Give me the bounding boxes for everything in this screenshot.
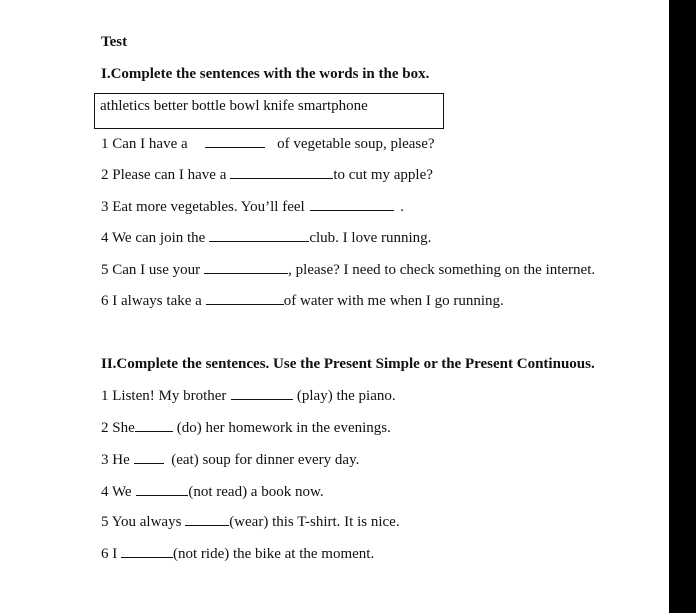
- s1-item-1-rest: of vegetable soup, please?: [277, 136, 435, 152]
- s2-item-2-rest: (do) her homework in the evenings.: [176, 420, 391, 436]
- s2-item-4-blank[interactable]: [136, 482, 188, 496]
- s2-item-6-blank[interactable]: [121, 544, 173, 558]
- s2-item-5: [101, 512, 400, 531]
- s1-item-6: [101, 291, 504, 310]
- s1-item-2-blank[interactable]: [230, 165, 333, 179]
- s1-item-5-rest: , please? I need to check something on the internet.: [288, 262, 596, 278]
- section1-heading: I.Complete the sentences with the words in the box.: [101, 66, 430, 82]
- s1-item-4-blank[interactable]: [209, 228, 309, 242]
- s1-item-3-text: 3 Eat more vegetables. You’ll feel: [101, 199, 305, 215]
- s2-item-2: [101, 418, 391, 437]
- s2-item-5-blank[interactable]: [185, 512, 229, 526]
- s2-item-5-text: 5 You always: [101, 514, 182, 530]
- s1-item-3-rest: .: [400, 199, 404, 215]
- s1-item-2: [101, 165, 433, 184]
- s2-item-6: [101, 544, 374, 563]
- s2-item-3-text: 3 He: [101, 452, 130, 468]
- s2-item-6-text: 6 I: [101, 546, 118, 562]
- word-box-text: athletics better bottle bowl knife smartphone: [100, 98, 368, 114]
- s2-item-1-blank[interactable]: [231, 386, 293, 400]
- s2-item-2-blank[interactable]: [135, 418, 173, 432]
- s2-item-5-rest: (wear) this T-shirt. It is nice.: [229, 514, 400, 530]
- s1-item-2-text: 2 Please can I have a: [101, 167, 227, 183]
- s2-item-4-text: 4 We: [101, 484, 132, 500]
- s2-item-4: [101, 482, 324, 501]
- s1-item-2-rest: to cut my apple?: [333, 167, 433, 183]
- s2-item-1-rest: (play) the piano.: [296, 388, 396, 404]
- s2-item-2-text: 2 She: [101, 420, 135, 436]
- s2-item-3: [101, 450, 359, 469]
- s1-item-1: [101, 134, 435, 153]
- s1-item-4-rest: club. I love running.: [309, 230, 432, 246]
- s2-item-4-rest: (not read) a book now.: [188, 484, 324, 500]
- s1-item-5: [101, 260, 595, 279]
- s1-item-6-text: 6 I always take a: [101, 293, 202, 309]
- s1-item-3: [101, 197, 404, 216]
- s1-item-4: [101, 228, 431, 247]
- s1-item-5-blank[interactable]: [204, 260, 288, 274]
- s2-item-3-blank[interactable]: [134, 450, 164, 464]
- s1-item-3-blank[interactable]: [310, 197, 394, 211]
- s1-item-1-blank[interactable]: [205, 134, 265, 148]
- s2-item-6-rest: (not ride) the bike at the moment.: [173, 546, 375, 562]
- s2-item-3-rest: (eat) soup for dinner every day.: [171, 452, 360, 468]
- s1-item-5-text: 5 Can I use your: [101, 262, 201, 278]
- s1-item-1-text: 1 Can I have a: [101, 136, 188, 152]
- section2-heading: II.Complete the sentences. Use the Present Simple or the Present Continuous.: [101, 356, 595, 372]
- s1-item-6-rest: of water with me when I go running.: [283, 293, 504, 309]
- s1-item-6-blank[interactable]: [206, 291, 284, 305]
- s2-item-1-text: 1 Listen! My brother: [101, 388, 227, 404]
- page-title: Test: [101, 34, 128, 50]
- s1-item-4-text: 4 We can join the: [101, 230, 206, 246]
- s2-item-1: [101, 386, 396, 405]
